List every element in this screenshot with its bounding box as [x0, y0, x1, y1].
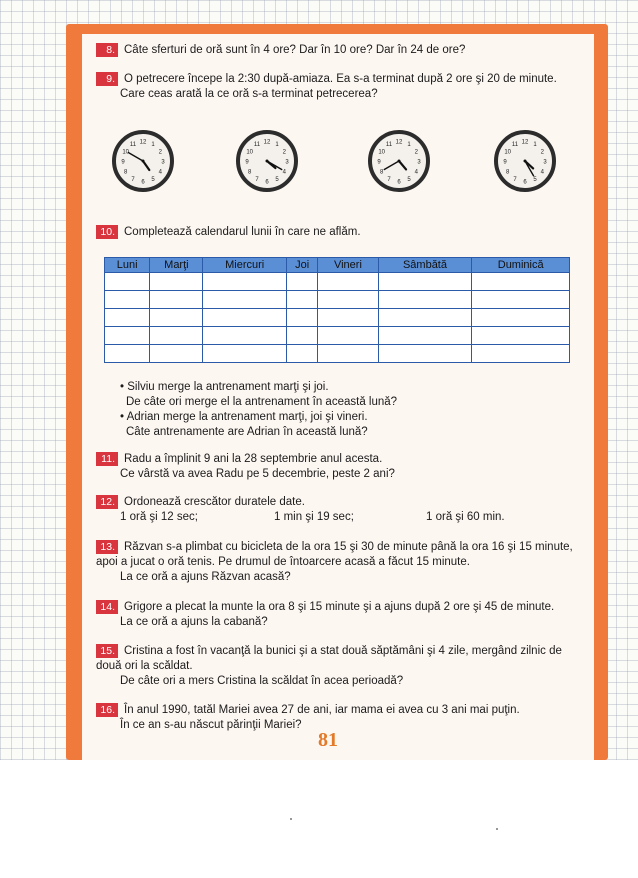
- calendar-row: [105, 273, 570, 291]
- clock-numeral: 7: [387, 176, 391, 183]
- calendar-row: [105, 345, 570, 363]
- calendar-cell[interactable]: [150, 309, 203, 327]
- calendar-cell[interactable]: [286, 327, 317, 345]
- question-line: • Adrian merge la antrenament marţi, joi şi vineri.: [120, 411, 368, 423]
- clock-numeral: 10: [246, 149, 254, 156]
- calendar-row: [105, 291, 570, 309]
- exercise-11: [96, 452, 395, 482]
- calendar-cell[interactable]: [150, 345, 203, 363]
- calendar-cell[interactable]: [105, 345, 150, 363]
- duration-1: 1 oră şi 12 sec;: [120, 511, 198, 523]
- clock-numeral: 3: [285, 159, 289, 166]
- clock-3: [368, 130, 430, 192]
- calendar-cell[interactable]: [378, 309, 472, 327]
- exercise-8: [96, 43, 465, 58]
- clock-numeral: 9: [503, 159, 507, 166]
- clock-numeral: 8: [506, 169, 510, 176]
- clock-numeral: 11: [511, 142, 519, 149]
- calendar-cell[interactable]: [472, 273, 570, 291]
- exercise-number: 14.: [96, 600, 118, 614]
- calendar-cell[interactable]: [378, 291, 472, 309]
- exercise-question: La ce oră a ajuns la cabană?: [120, 616, 268, 628]
- clock-numeral: 6: [523, 179, 527, 186]
- calendar-cell[interactable]: [318, 309, 378, 327]
- calendar-cell[interactable]: [318, 273, 378, 291]
- clock-center: [142, 160, 145, 163]
- calendar-cell[interactable]: [378, 273, 472, 291]
- clock-numeral: 10: [378, 149, 386, 156]
- exercise-number: 12.: [96, 495, 118, 509]
- calendar-cell[interactable]: [105, 291, 150, 309]
- clock-numeral: 11: [129, 142, 137, 149]
- clock-numeral: 5: [275, 176, 279, 183]
- clock-numeral: 9: [245, 159, 249, 166]
- clock-numeral: 4: [158, 169, 162, 176]
- clock-numeral: 1: [275, 142, 279, 149]
- scan-speck: [290, 818, 292, 820]
- calendar-header-6: Duminică: [472, 258, 570, 273]
- calendar-cell[interactable]: [378, 327, 472, 345]
- calendar-table: [104, 257, 570, 363]
- clock-numeral: 2: [414, 149, 418, 156]
- calendar-cell[interactable]: [472, 291, 570, 309]
- page-number: 81: [318, 729, 338, 751]
- calendar-cell[interactable]: [286, 309, 317, 327]
- clock-numeral: 3: [543, 159, 547, 166]
- exercise-13-question: La ce oră a ajuns Răzvan acasă?: [120, 571, 291, 583]
- exercise-number: 13.: [96, 540, 118, 554]
- clock-numeral: 3: [161, 159, 165, 166]
- calendar-cell[interactable]: [150, 273, 203, 291]
- exercise-15-question: De câte ori a mers Cristina la scăldat în acea perioadă?: [120, 675, 404, 687]
- exercise-15: [96, 644, 602, 659]
- calendar-cell[interactable]: [286, 345, 317, 363]
- clock-numeral: 12: [521, 139, 529, 146]
- exercise-12: [96, 495, 305, 510]
- clock-numeral: 6: [265, 179, 269, 186]
- calendar-row: [105, 309, 570, 327]
- clock-numeral: 4: [282, 169, 286, 176]
- calendar-header-2: Miercuri: [203, 258, 287, 273]
- clock-numeral: 5: [407, 176, 411, 183]
- question-line: De câte ori merge el la antrenament în această lună?: [126, 396, 398, 408]
- exercise-number: 10.: [96, 225, 118, 239]
- calendar-cell[interactable]: [472, 327, 570, 345]
- calendar-cell[interactable]: [203, 273, 287, 291]
- calendar-cell[interactable]: [150, 291, 203, 309]
- duration-3: 1 oră şi 60 min.: [426, 511, 505, 523]
- clock-numeral: 9: [121, 159, 125, 166]
- clock-numeral: 8: [248, 169, 252, 176]
- exercise-text: În anul 1990, tatăl Mariei avea 27 de ani, iar mama ei avea cu 3 ani mai puţin.: [124, 704, 520, 716]
- clock-numeral: 5: [533, 176, 537, 183]
- calendar-cell[interactable]: [105, 309, 150, 327]
- calendar-cell[interactable]: [203, 327, 287, 345]
- exercise-number: 15.: [96, 644, 118, 658]
- scan-speck: [496, 828, 498, 830]
- clock-numeral: 1: [151, 142, 155, 149]
- clock-center: [524, 160, 527, 163]
- clock-numeral: 10: [504, 149, 512, 156]
- clock-numeral: 11: [385, 142, 393, 149]
- calendar-cell[interactable]: [378, 345, 472, 363]
- clock-minute-hand: [384, 161, 399, 170]
- clock-numeral: 12: [139, 139, 147, 146]
- exercise-10-questions: [120, 380, 397, 440]
- clock-numeral: 6: [141, 179, 145, 186]
- clock-4: [494, 130, 556, 192]
- calendar-cell[interactable]: [105, 327, 150, 345]
- exercise-number: 9.: [96, 72, 118, 86]
- calendar-cell[interactable]: [472, 309, 570, 327]
- calendar-header-1: Marţi: [150, 258, 203, 273]
- exercise-text: Ordonează crescător duratele date.: [124, 496, 305, 508]
- clock-numeral: 9: [377, 159, 381, 166]
- clock-numeral: 4: [414, 169, 418, 176]
- exercise-16: [96, 703, 520, 733]
- clock-2: [236, 130, 298, 192]
- exercise-number: 8.: [96, 43, 118, 57]
- clock-hour-hand: [143, 161, 149, 170]
- clock-numeral: 8: [124, 169, 128, 176]
- clock-center: [266, 160, 269, 163]
- calendar-header-4: Vineri: [318, 258, 378, 273]
- clock-numeral: 3: [417, 159, 421, 166]
- exercise-question: În ce an s-au născut părinţii Mariei?: [120, 719, 302, 731]
- calendar-cell[interactable]: [203, 309, 287, 327]
- clock-minute-hand: [128, 153, 143, 162]
- clock-numeral: 8: [380, 169, 384, 176]
- exercise-number: 16.: [96, 703, 118, 717]
- exercise-text: Grigore a plecat la munte la ora 8 şi 15 minute şi a ajuns după 2 ore şi 45 de minute.: [124, 601, 555, 613]
- calendar-cell[interactable]: [472, 345, 570, 363]
- clock-numeral: 10: [122, 149, 130, 156]
- clock-numeral: 2: [282, 149, 286, 156]
- exercise-question: Ce vârstă va avea Radu pe 5 decembrie, peste 2 ani?: [120, 468, 395, 480]
- calendar-cell[interactable]: [150, 327, 203, 345]
- calendar-header-0: Luni: [105, 258, 150, 273]
- calendar-cell[interactable]: [318, 291, 378, 309]
- clock-numeral: 7: [131, 176, 135, 183]
- exercise-10: [96, 225, 361, 240]
- clock-numeral: 5: [151, 176, 155, 183]
- exercise-question: Care ceas arată la ce oră s-a terminat petrecerea?: [120, 88, 378, 100]
- clock-hour-hand: [399, 161, 406, 169]
- calendar-cell[interactable]: [286, 291, 317, 309]
- clock-1: [112, 130, 174, 192]
- clock-numeral: 12: [395, 139, 403, 146]
- exercise-text: Răzvan s-a plimbat cu bicicleta de la ora 15 şi 30 de minute până la ora 16 şi 15 minute,: [124, 541, 573, 553]
- question-line: Câte antrenamente are Adrian în această lună?: [126, 426, 368, 438]
- exercise-13-line2: apoi a jucat o oră tenis. Pe drumul de întoarcere acasă a făcut 15 minute.: [96, 556, 470, 568]
- clock-numeral: 11: [253, 142, 261, 149]
- calendar-header-3: Joi: [286, 258, 317, 273]
- calendar-cell[interactable]: [203, 291, 287, 309]
- clock-center: [398, 160, 401, 163]
- exercise-text: Completează calendarul lunii în care ne aflăm.: [124, 226, 361, 238]
- duration-2: 1 min şi 19 sec;: [274, 511, 354, 523]
- calendar-cell[interactable]: [105, 273, 150, 291]
- calendar-header-5: Sâmbătă: [378, 258, 472, 273]
- exercise-number: 11.: [96, 452, 118, 466]
- question-line: • Silviu merge la antrenament marţi şi joi.: [120, 381, 329, 393]
- calendar-cell[interactable]: [318, 345, 378, 363]
- clock-numeral: 6: [397, 179, 401, 186]
- calendar-cell[interactable]: [318, 327, 378, 345]
- exercise-text: Radu a împlinit 9 ani la 28 septembrie anul acesta.: [124, 453, 383, 465]
- calendar-row: [105, 327, 570, 345]
- clock-numeral: 7: [513, 176, 517, 183]
- clock-numeral: 4: [540, 169, 544, 176]
- exercise-13: [96, 540, 602, 555]
- clock-numeral: 1: [407, 142, 411, 149]
- exercise-15-line2: două ori la scăldat.: [96, 660, 193, 672]
- exercise-9: [96, 72, 557, 102]
- clock-numeral: 7: [255, 176, 259, 183]
- clock-numeral: 2: [540, 149, 544, 156]
- calendar-cell[interactable]: [286, 273, 317, 291]
- exercise-text: O petrecere începe la 2:30 după-amiaza. Ea s-a terminat după 2 ore şi 20 de minute.: [124, 73, 557, 85]
- clock-numeral: 12: [263, 139, 271, 146]
- exercise-text: Câte sferturi de oră sunt în 4 ore? Dar în 10 ore? Dar în 24 de ore?: [124, 44, 466, 56]
- clock-numeral: 2: [158, 149, 162, 156]
- page-margin: [0, 768, 638, 878]
- exercise-14: [96, 600, 554, 630]
- calendar-cell[interactable]: [203, 345, 287, 363]
- clock-numeral: 1: [533, 142, 537, 149]
- exercise-text: Cristina a fost în vacanţă la bunici şi a stat două săptămâni şi 4 zile, mergând zilnic de: [124, 645, 562, 657]
